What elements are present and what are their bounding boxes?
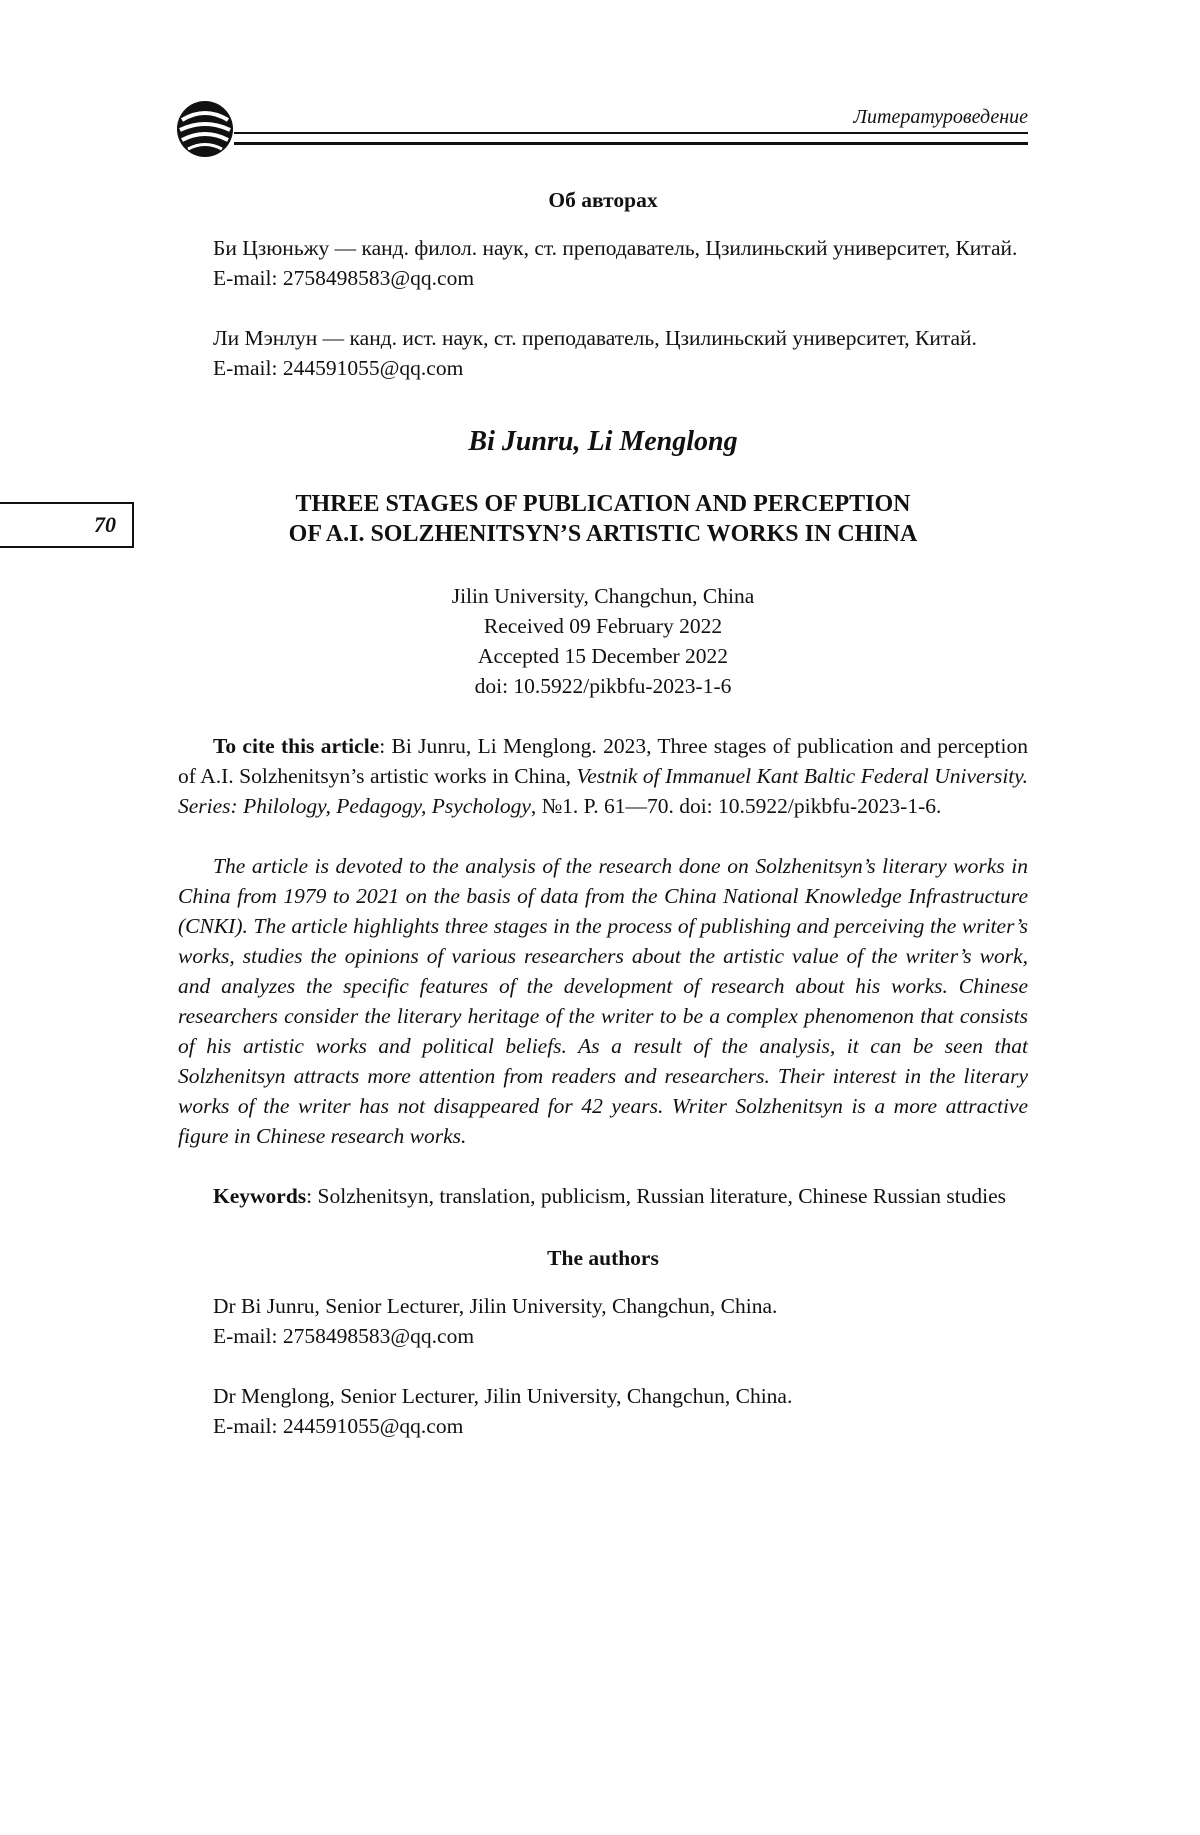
journal-logo-icon — [174, 98, 236, 160]
page-header — [174, 98, 1028, 144]
english-authors-heading: The authors — [547, 1246, 659, 1270]
received-date: Received 09 February 2022 — [483, 614, 723, 638]
doi: doi: 10.5922/pikbfu-2023-1-6 — [474, 674, 732, 698]
accepted-date: Accepted 15 December 2022 — [477, 644, 729, 668]
page-number-box — [0, 502, 134, 548]
russian-authors-heading: Об авторах — [548, 188, 658, 212]
page-number: 70 — [94, 512, 116, 537]
section-name: Литературоведение — [853, 106, 1028, 128]
citation — [178, 731, 1028, 821]
article-title-line2: OF A.I. SOLZHENITSYN’S ARTISTIC WORKS IN CHINA — [288, 521, 918, 547]
citation-journal: Vestnik of Immanuel Kant Baltic Federal University. Series: Philology, Pedagogy, Psychology — [178, 764, 1029, 818]
russian-author1-email: E-mail: 2758498583@qq.com — [213, 266, 475, 290]
russian-author1-bio: Би Цзюньжу — канд. филол. наук, ст. преподаватель, Цзилиньский университет, Китай. — [213, 236, 1018, 260]
russian-author2-email: E-mail: 244591055@qq.com — [213, 356, 464, 380]
keywords-text: : Solzhenitsyn, translation, publicism, Russian literature, Chinese Russian studies — [306, 1184, 1007, 1208]
english-author1-email: E-mail: 2758498583@qq.com — [213, 1324, 475, 1348]
russian-author2-bio: Ли Мэнлун — канд. ист. наук, ст. преподаватель, Цзилиньский университет, Китай. — [213, 326, 977, 350]
keywords-label: Keywords — [213, 1184, 307, 1208]
page-content — [178, 185, 1028, 1441]
affiliation: Jilin University, Changchun, China — [451, 584, 755, 608]
keywords — [178, 1181, 1028, 1211]
article-authors: Bi Junru, Li Menglong — [468, 426, 738, 457]
abstract: The article is devoted to the analysis of the research done on Solzhenitsyn’s literary works in China from 1979 to 2021 on the basis of data from the China National Knowledge Infrastructure (CNKI). The article highlights three stages in the process of publishing and perceiving the writer’s works, studies the opinions of various researchers about the artistic value of the writer’s work, and analyzes the specific features of the development of research about his works. Chinese researchers consider the literary heritage of the writer to be a complex phenomenon that consists of his artistic works and political beliefs. As a result of the analysis, it can be seen that Solzhenitsyn attracts more attention from readers and researchers. Their interest in the literary works of the writer has not disappeared for 42 years. Writer Solzhenitsyn is a more attractive figure in Chinese research works. — [178, 854, 1028, 1148]
citation-text: : Bi Junru, Li Menglong. 2023, Three stages of publication and perception of A.I. Solzhenitsyn’s artistic works in China, — [178, 734, 1028, 788]
english-author1-bio: Dr Bi Junru, Senior Lecturer, Jilin University, Changchun, China. — [213, 1294, 778, 1318]
english-author2-email: E-mail: 244591055@qq.com — [213, 1414, 464, 1438]
article-title-line1: THREE STAGES OF PUBLICATION AND PERCEPTION — [295, 491, 911, 517]
citation-pages: , №1. P. 61—70. doi: 10.5922/pikbfu-2023-1-6. — [530, 794, 942, 818]
header-rule — [234, 132, 1028, 145]
citation-label: To cite this article — [213, 734, 380, 758]
english-author2-bio: Dr Menglong, Senior Lecturer, Jilin University, Changchun, China. — [213, 1384, 793, 1408]
